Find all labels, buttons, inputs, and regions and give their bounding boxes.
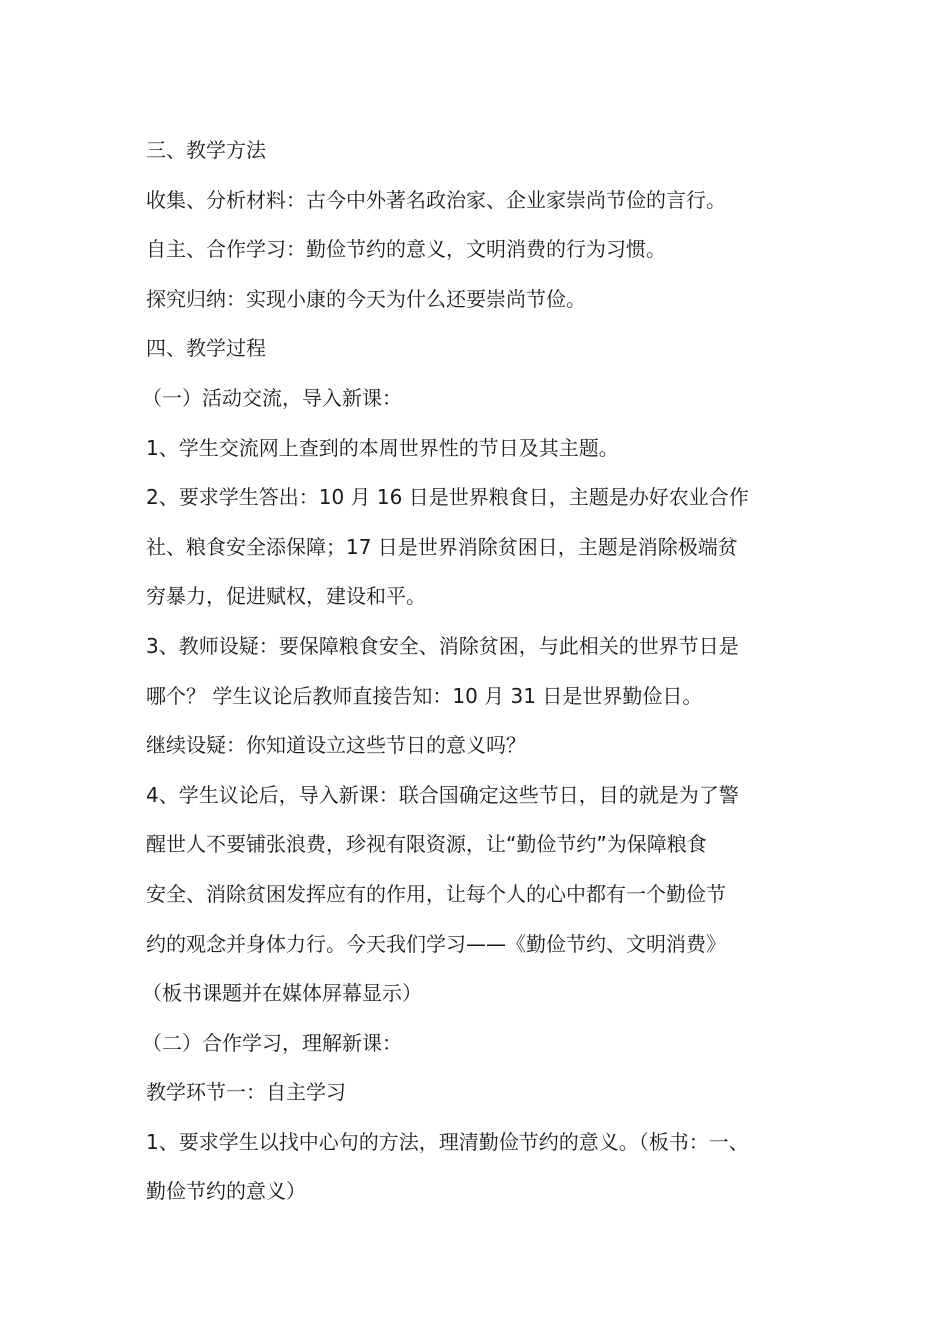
paragraph-line: 安全、消除贫困发挥应有的作用，让每个人的心中都有一个勤俭节 — [146, 881, 726, 906]
paragraph-line: 收集、分析材料：古今中外著名政治家、企业家崇尚节俭的言行。 — [146, 187, 726, 212]
paragraph-line: 约的观念并身体力行。今天我们学习——《勤俭节约、文明消费》 — [146, 931, 726, 956]
section-heading-teaching-methods: 三、教学方法 — [146, 138, 266, 162]
paragraph-line: 自主、合作学习：勤俭节约的意义，文明消费的行为习惯。 — [146, 237, 666, 262]
subsection-heading: （二）合作学习，理解新课： — [142, 1030, 402, 1055]
paragraph-line: 2、要求学生答出：10 月 16 日是世界粮食日，主题是办好农业合作 — [146, 485, 749, 510]
paragraph-line: 3、教师设疑：要保障粮食安全、消除贫困，与此相关的世界节日是 — [146, 633, 739, 658]
paragraph-line: 4、学生议论后，导入新课：联合国确定这些节日，目的就是为了警 — [146, 782, 739, 807]
paragraph-line: 勤俭节约的意义） — [146, 1179, 306, 1204]
paragraph-line: 1、要求学生以找中心句的方法，理清勤俭节约的意义。（板书：一、 — [146, 1129, 749, 1154]
paragraph-line: （板书课题并在媒体屏幕显示） — [142, 981, 422, 1006]
paragraph-line: 继续设疑：你知道设立这些节日的意义吗？ — [146, 733, 526, 758]
document-body — [142, 126, 836, 1217]
section-heading-teaching-process: 四、教学过程 — [146, 336, 266, 361]
paragraph-line: 社、粮食安全添保障；17 日是世界消除贫困日，主题是消除极端贫 — [146, 534, 738, 559]
paragraph-line: 教学环节一：自主学习 — [146, 1080, 346, 1105]
paragraph-line: 探究归纳：实现小康的今天为什么还要崇尚节俭。 — [146, 286, 586, 311]
paragraph-line: 1、学生交流网上查到的本周世界性的节日及其主题。 — [146, 435, 619, 460]
paragraph-line: 哪个？ 学生议论后教师直接告知：10 月 31 日是世界勤俭日。 — [146, 683, 703, 708]
paragraph-line: 醒世人不要铺张浪费，珍视有限资源，让“勤俭节约”为保障粮食 — [146, 832, 707, 857]
paragraph-line: 穷暴力，促进赋权，建设和平。 — [146, 584, 426, 609]
subsection-heading: （一）活动交流，导入新课： — [142, 385, 402, 410]
